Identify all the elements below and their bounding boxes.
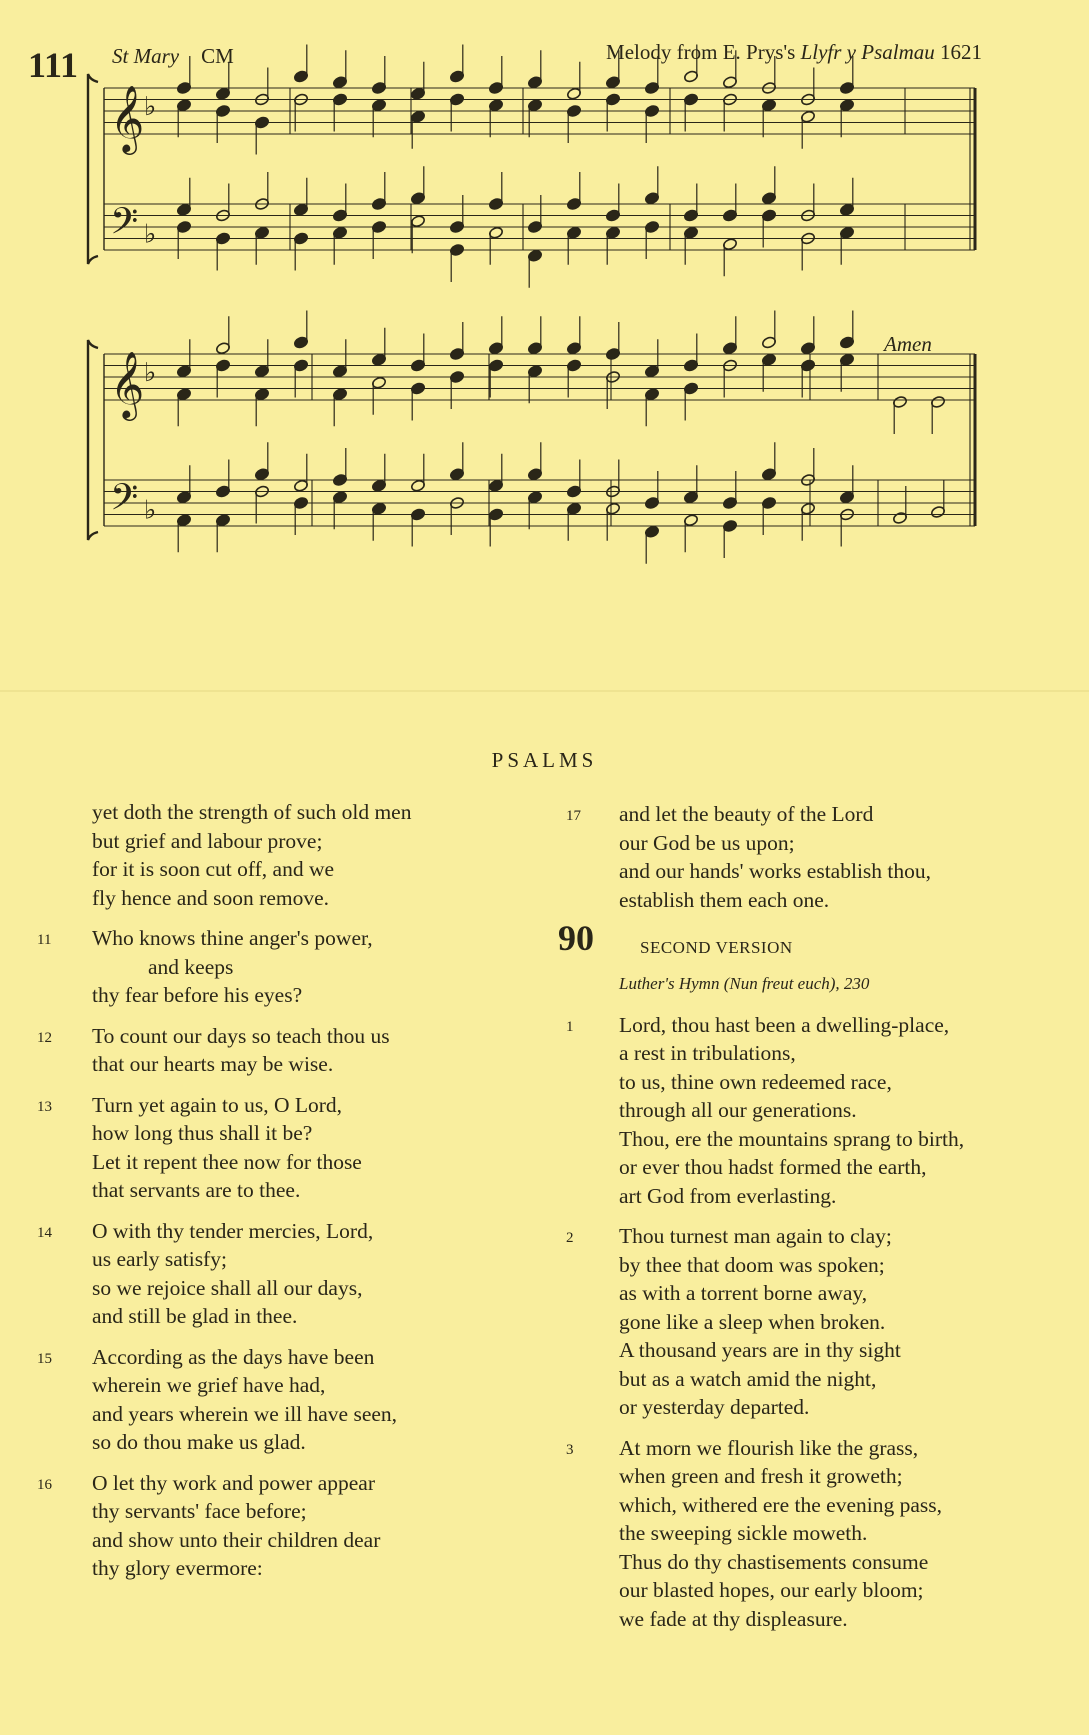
verse-line: Let it repent thee now for those: [92, 1149, 362, 1174]
verse-lines: [619, 1434, 1078, 1634]
verse-line: and keeps: [148, 954, 234, 979]
key-flat: ♭: [144, 495, 157, 526]
verse-line: A thousand years are in thy sight: [619, 1338, 901, 1362]
verse-line: which, withered ere the evening pass,: [619, 1492, 942, 1517]
verse-line: establish them each one.: [619, 887, 830, 912]
verse-line: wherein we grief have had,: [92, 1373, 326, 1397]
verse-line: O with thy tender mercies, Lord,: [92, 1218, 374, 1243]
left-column: [28, 798, 528, 1583]
verse-line: our blasted hopes, our early bloom;: [619, 1578, 924, 1602]
verse-line: and show unto their children dear: [92, 1527, 381, 1552]
key-flat: ♭: [144, 219, 157, 250]
verse-line: but as a watch amid the night,: [619, 1366, 877, 1391]
verse: [558, 1434, 1078, 1634]
verse-line: or ever thou hadst formed the earth,: [619, 1155, 927, 1179]
verse-line: so do thou make us glad.: [92, 1430, 306, 1454]
verse-line: how long thus shall it be?: [92, 1121, 313, 1145]
verse: [28, 1469, 528, 1583]
system-brace: [88, 74, 98, 264]
verse-lines: [92, 798, 528, 912]
verse: [28, 1217, 528, 1331]
treble-clef: 𝄞: [110, 84, 145, 152]
verse-line: Thou, ere the mountains sprang to birth,: [619, 1126, 965, 1151]
psalm-number: 90: [558, 918, 594, 958]
verse-line: To count our days so teach thou us: [92, 1023, 390, 1048]
verse-line: and still be glad in thee.: [92, 1304, 298, 1328]
verse-lines: [619, 1011, 1078, 1211]
psalm-version: SECOND VERSION: [640, 938, 793, 957]
verse-number: 11: [37, 932, 52, 948]
verse-line: through all our generations.: [619, 1098, 857, 1122]
verse-line: when green and fresh it groweth;: [619, 1464, 903, 1488]
verse-lines: [92, 1217, 528, 1331]
verse-line: Who knows thine anger's power,: [92, 926, 373, 950]
treble-clef: 𝄞: [110, 350, 145, 418]
verse-line: and years wherein we ill have seen,: [92, 1401, 398, 1426]
verse-line: so we rejoice shall all our days,: [92, 1275, 363, 1300]
music-score: [0, 0, 1089, 570]
verse: [558, 1222, 1078, 1422]
verse-number: 14: [37, 1224, 52, 1241]
verse-line: According as the days have been: [92, 1344, 375, 1369]
verse-number: 16: [37, 1476, 52, 1493]
verse-line: that servants are to thee.: [92, 1178, 301, 1202]
source-prefix: Melody from E. Prys's: [606, 40, 801, 64]
verse-line: as with a torrent borne away,: [619, 1281, 868, 1305]
verse-line: the sweeping sickle moweth.: [619, 1521, 868, 1545]
verse-line: by thee that doom was spoken;: [619, 1252, 885, 1277]
verse-number: 3: [566, 1441, 574, 1458]
tune-reference: Luther's Hymn (Nun freut euch), 230: [619, 974, 870, 993]
verse-number: 17: [566, 808, 581, 824]
verse-lines: [619, 800, 1078, 914]
verse-lines: [92, 1022, 528, 1079]
verse-number: 12: [37, 1029, 52, 1046]
verse-line: for it is soon cut off, and we: [92, 857, 335, 881]
verse-line: thy glory evermore:: [92, 1556, 263, 1580]
verse-line: thy fear before his eyes?: [92, 983, 303, 1007]
verse-line: and our hands' works establish thou,: [619, 859, 932, 883]
verse-line: Thou turnest man again to clay;: [619, 1224, 892, 1248]
psalm-heading: [558, 918, 1078, 968]
verse-line: a rest in tribulations,: [619, 1041, 796, 1065]
verse: [28, 1343, 528, 1457]
verse-line: Lord, thou hast been a dwelling-place,: [619, 1012, 950, 1037]
verse-line: and let the beauty of the Lord: [619, 802, 874, 826]
psalm-90-verses: [558, 1011, 1078, 1634]
verse-line: yet doth the strength of such old men: [92, 800, 412, 824]
verse-number: 15: [37, 1350, 52, 1367]
right-column: [558, 800, 1078, 1633]
verse: [28, 924, 528, 1010]
verse-line: or yesterday departed.: [619, 1395, 810, 1419]
verse-line: but grief and labour prove;: [92, 828, 323, 853]
verse-line: art God from everlasting.: [619, 1183, 837, 1208]
verse-lines: [92, 1343, 528, 1457]
system-brace: [88, 340, 98, 540]
running-head: PSALMS: [491, 748, 598, 772]
verse-lines: [92, 924, 528, 1010]
page-fold: [0, 690, 1089, 692]
source-book: Llyfr y Psalmau: [800, 40, 935, 64]
verse-line: to us, thine own redeemed race,: [619, 1069, 892, 1094]
hymn-number: 111: [28, 45, 79, 85]
verse-lines: [92, 1469, 528, 1583]
verse-line: O let thy work and power appear: [92, 1470, 375, 1495]
bass-clef: 𝄢: [110, 476, 139, 528]
verse-line: fly hence and soon remove.: [92, 885, 330, 910]
tune-meter: CM: [201, 44, 234, 68]
verse: [28, 798, 528, 912]
tune-title: St Mary: [112, 44, 180, 68]
verse-line: that our hearts may be wise.: [92, 1052, 334, 1076]
verse-line: At morn we flourish like the grass,: [619, 1435, 919, 1460]
verse-lines: [92, 1091, 528, 1205]
verse: [558, 1011, 1078, 1211]
verse-number: 13: [37, 1098, 52, 1115]
bass-clef: 𝄢: [110, 200, 139, 252]
key-flat: ♭: [144, 358, 157, 388]
verse-line: thy servants' face before;: [92, 1499, 307, 1523]
verse-lines: [619, 1222, 1078, 1422]
verse-line: our God be us upon;: [619, 830, 795, 855]
key-flat: ♭: [144, 92, 157, 122]
verse-line: Thus do thy chastisements consume: [619, 1549, 929, 1574]
verse-line: Turn yet again to us, O Lord,: [92, 1092, 343, 1117]
verse-line: we fade at thy displeasure.: [619, 1606, 848, 1631]
source-year: 1621: [934, 40, 982, 64]
verse: [558, 800, 1078, 914]
verse-number: 1: [566, 1018, 574, 1035]
amen-label: Amen: [884, 332, 932, 356]
verse-17-container: [558, 800, 1078, 914]
verse-number: 2: [566, 1230, 574, 1246]
verse: [28, 1022, 528, 1079]
verse-line: gone like a sleep when broken.: [619, 1309, 886, 1334]
verse: [28, 1091, 528, 1205]
verse-line: us early satisfy;: [92, 1247, 227, 1271]
